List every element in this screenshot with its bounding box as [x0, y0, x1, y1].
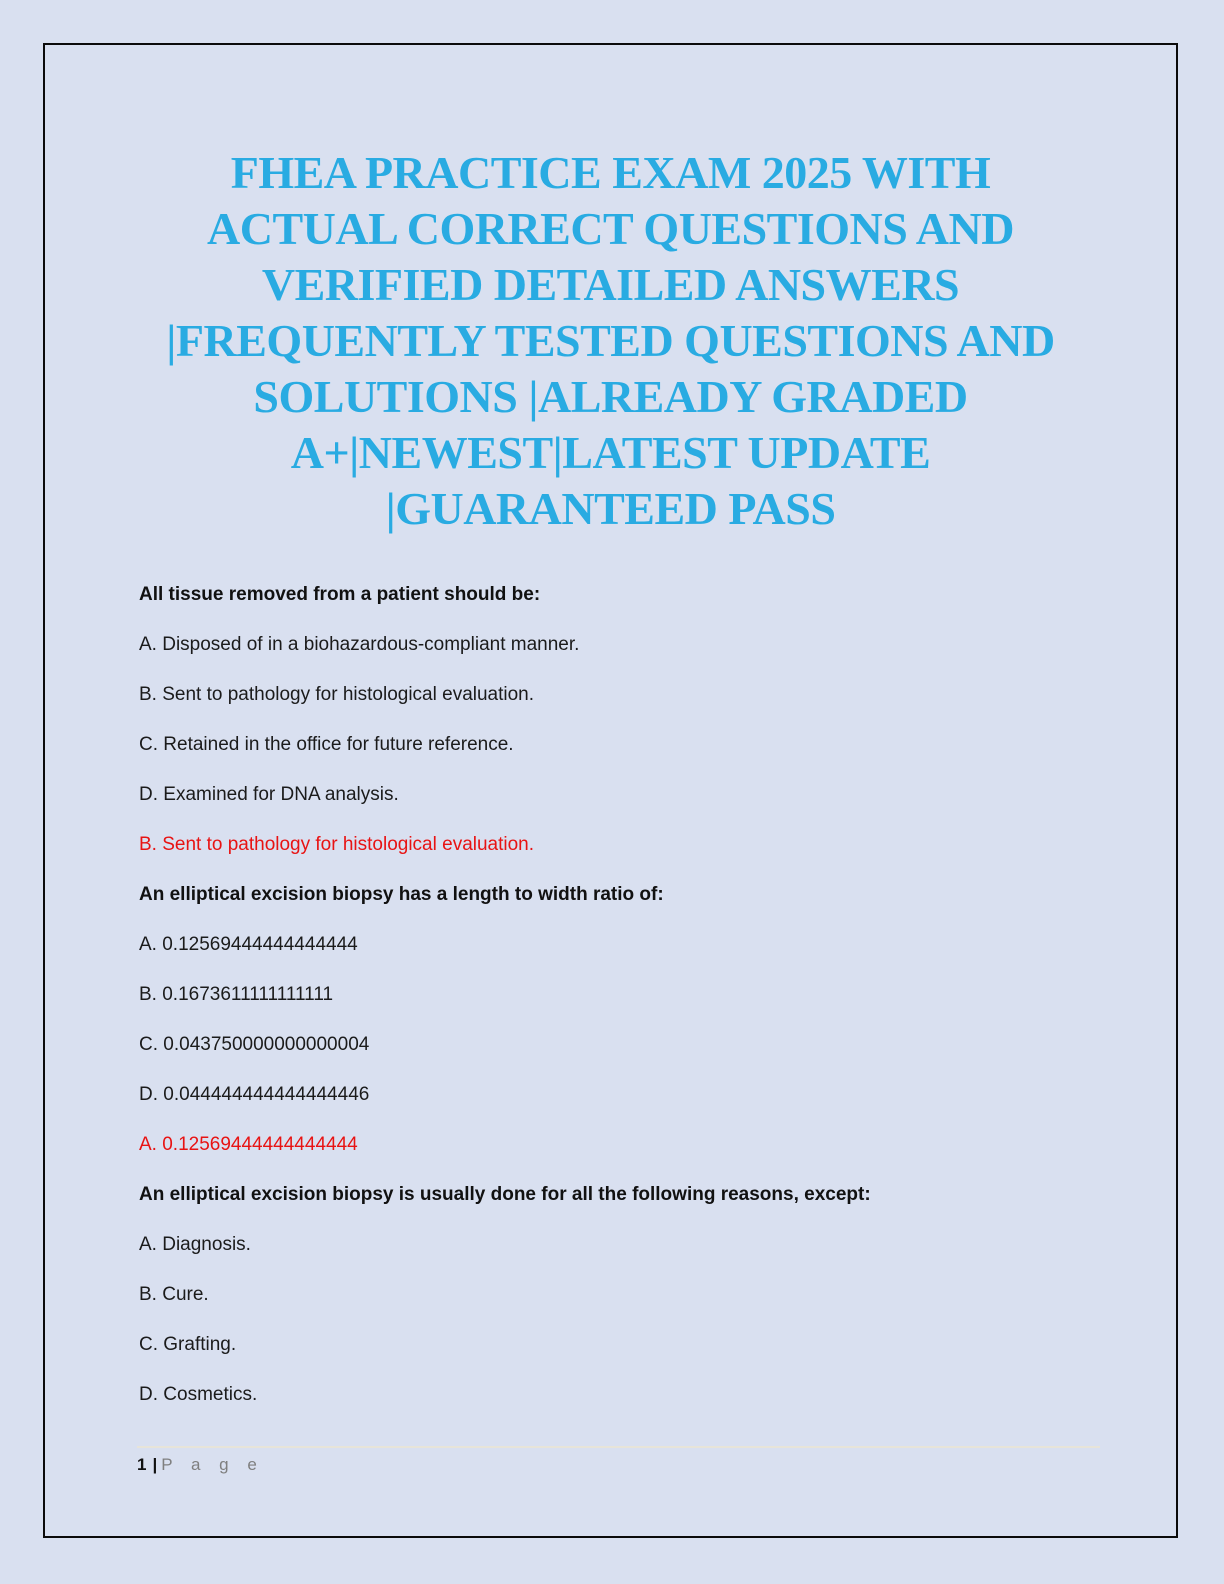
- answer-option: D. Examined for DNA analysis.: [139, 784, 399, 805]
- question-prompt: An elliptical excision biopsy has a length to width ratio of:: [139, 884, 664, 905]
- answer-option: B. Sent to pathology for histological evaluation.: [139, 684, 535, 705]
- document-title: [139, 45, 1082, 537]
- correct-answer: A. 0.12569444444444444: [139, 1134, 358, 1155]
- correct-answer: B. Sent to pathology for histological evaluation.: [139, 834, 535, 855]
- question-block-2: [139, 885, 1082, 1154]
- title-line: A+|NEWEST|LATEST UPDATE: [290, 427, 931, 478]
- title-line: FHEA PRACTICE EXAM 2025 WITH: [230, 147, 991, 198]
- title-line: SOLUTIONS |ALREADY GRADED: [253, 371, 968, 422]
- question-prompt: An elliptical excision biopsy is usually done for all the following reasons, except:: [139, 1184, 871, 1205]
- document-page: [43, 43, 1178, 1538]
- question-block-3: [139, 1185, 1082, 1404]
- answer-option: C. Retained in the office for future reference.: [139, 734, 514, 755]
- answer-option: B. 0.1673611111111111: [139, 984, 334, 1005]
- answer-option: D. Cosmetics.: [139, 1384, 258, 1405]
- title-line: ACTUAL CORRECT QUESTIONS AND: [207, 203, 1014, 254]
- question-block-1: [139, 585, 1082, 854]
- answer-option: B. Cure.: [139, 1284, 209, 1305]
- footer-separator: |: [152, 1455, 158, 1474]
- title-line: VERIFIED DETAILED ANSWERS: [261, 259, 960, 310]
- answer-option: C. Grafting.: [139, 1334, 237, 1355]
- title-line: |GUARANTEED PASS: [385, 483, 836, 534]
- footer-text: [137, 1455, 1100, 1475]
- page-footer: [137, 1446, 1100, 1475]
- footer-divider: [137, 1446, 1100, 1448]
- page-number: 1: [137, 1455, 147, 1474]
- title-line: |FREQUENTLY TESTED QUESTIONS AND: [166, 315, 1055, 366]
- question-prompt: All tissue removed from a patient should be:: [139, 584, 541, 605]
- answer-option: A. Diagnosis.: [139, 1234, 251, 1255]
- page-content: [45, 45, 1176, 1404]
- answer-option: A. Disposed of in a biohazardous-compliant manner.: [139, 634, 580, 655]
- footer-page-label: P a g e: [161, 1455, 264, 1474]
- answer-option: A. 0.12569444444444444: [139, 934, 358, 955]
- answer-option: C. 0.043750000000000004: [139, 1034, 370, 1055]
- answer-option: D. 0.044444444444444446: [139, 1084, 370, 1105]
